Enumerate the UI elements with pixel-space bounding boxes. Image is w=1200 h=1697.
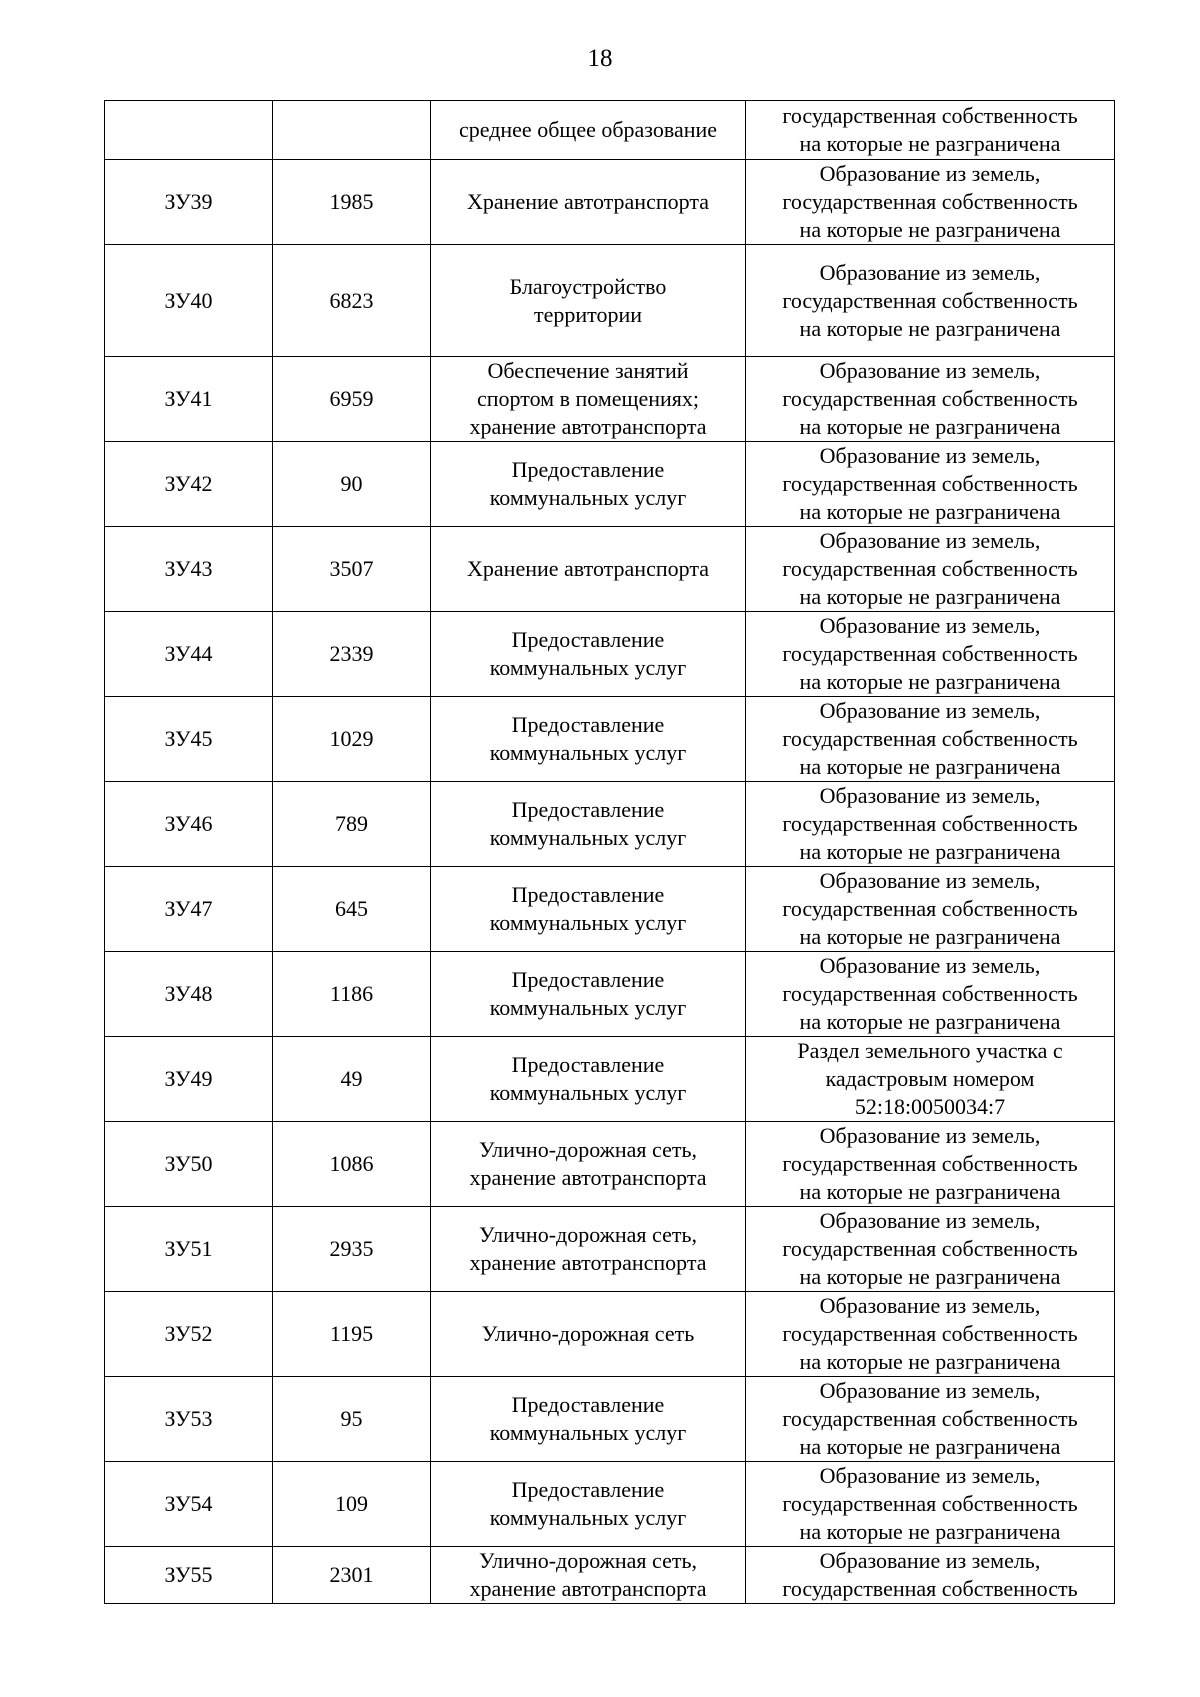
permitted-use-cell-line: среднее общее образование [458, 117, 718, 142]
plot-id-cell: ЗУ48 [105, 952, 273, 1037]
plot-id-cell: ЗУ42 [105, 442, 273, 527]
table-row [105, 1122, 1115, 1207]
formation-method-cell-line: государственная собственность [782, 1576, 1078, 1601]
formation-method-cell-line: Образование из земель, [819, 443, 1041, 468]
formation-method-cell-line: государственная собственность [782, 386, 1078, 411]
permitted-use-cell-line: Предоставление [511, 712, 665, 737]
formation-method-cell [746, 867, 1115, 952]
formation-method-cell-line: Образование из земель, [819, 1208, 1041, 1233]
formation-method-cell-line: государственная собственность [782, 811, 1078, 836]
permitted-use-cell [431, 245, 746, 357]
plot-id-cell: ЗУ54 [105, 1462, 273, 1547]
permitted-use-cell [431, 1377, 746, 1462]
permitted-use-cell-line: хранение автотранспорта [469, 1250, 707, 1275]
permitted-use-cell-line: хранение автотранспорта [469, 1165, 707, 1190]
formation-method-cell-line: на которые не разграничена [799, 584, 1061, 609]
formation-method-cell [746, 1037, 1115, 1122]
formation-method-cell-line: государственная собственность [782, 1151, 1078, 1176]
formation-method-cell-line: государственная собственность [782, 1406, 1078, 1431]
formation-method-cell [746, 527, 1115, 612]
table-row [105, 1292, 1115, 1377]
plot-area-cell: 3507 [273, 527, 431, 612]
formation-method-cell-line: на которые не разграничена [799, 1264, 1061, 1289]
formation-method-cell-line: 52:18:0050034:7 [854, 1094, 1006, 1119]
formation-method-cell-line: на которые не разграничена [799, 1009, 1061, 1034]
formation-method-cell [746, 245, 1115, 357]
formation-method-cell-line: государственная собственность [782, 471, 1078, 496]
plot-area-cell: 1086 [273, 1122, 431, 1207]
formation-method-cell-line: Образование из земель, [819, 1463, 1041, 1488]
plot-area-cell: 1195 [273, 1292, 431, 1377]
permitted-use-cell-line: коммунальных услуг [489, 485, 687, 510]
plot-area-cell: 789 [273, 782, 431, 867]
plot-area-cell: 1985 [273, 160, 431, 245]
permitted-use-cell [431, 1292, 746, 1377]
plot-id-cell: ЗУ45 [105, 697, 273, 782]
formation-method-cell-line: Образование из земель, [819, 868, 1041, 893]
formation-method-cell-line: на которые не разграничена [799, 1434, 1061, 1459]
permitted-use-cell-line: спортом в помещениях; [477, 386, 699, 411]
formation-method-cell-line: Образование из земель, [819, 358, 1041, 383]
plot-id-cell: ЗУ50 [105, 1122, 273, 1207]
table-body [105, 101, 1115, 1604]
plot-area-cell: 645 [273, 867, 431, 952]
permitted-use-cell [431, 612, 746, 697]
plot-id-cell: ЗУ41 [105, 357, 273, 442]
formation-method-cell-line: государственная собственность [782, 1236, 1078, 1261]
plot-area-cell: 6823 [273, 245, 431, 357]
permitted-use-cell-line: Хранение автотранспорта [467, 189, 709, 214]
permitted-use-cell [431, 1122, 746, 1207]
permitted-use-cell-line: Улично-дорожная сеть, [479, 1222, 697, 1247]
permitted-use-cell-line: коммунальных услуг [489, 825, 687, 850]
formation-method-cell [746, 1122, 1115, 1207]
formation-method-cell [746, 1462, 1115, 1547]
formation-method-cell [746, 101, 1115, 160]
formation-method-cell-line: на которые не разграничена [799, 315, 1061, 341]
permitted-use-cell [431, 527, 746, 612]
formation-method-cell [746, 160, 1115, 245]
plot-area-cell: 2339 [273, 612, 431, 697]
permitted-use-cell-line: Предоставление [511, 1052, 665, 1077]
table-row [105, 527, 1115, 612]
formation-method-cell-line: государственная собственность [782, 981, 1078, 1006]
plot-id-cell: ЗУ52 [105, 1292, 273, 1377]
formation-method-cell-line: на которые не разграничена [799, 1179, 1061, 1204]
formation-method-cell-line: на которые не разграничена [799, 414, 1061, 439]
formation-method-cell-line: государственная собственность [782, 896, 1078, 921]
page-number: 18 [587, 45, 613, 72]
permitted-use-cell-line: коммунальных услуг [489, 1420, 687, 1445]
formation-method-cell-line: кадастровым номером [825, 1066, 1035, 1091]
plot-area-cell: 95 [273, 1377, 431, 1462]
permitted-use-cell-line: хранение автотранспорта [469, 414, 707, 439]
permitted-use-cell [431, 867, 746, 952]
formation-method-cell-line: Образование из земель, [819, 161, 1041, 186]
permitted-use-cell [431, 442, 746, 527]
plot-area-cell: 1186 [273, 952, 431, 1037]
table-row [105, 697, 1115, 782]
table-row [105, 867, 1115, 952]
plot-area-cell: 2935 [273, 1207, 431, 1292]
formation-method-cell-line: государственная собственность [782, 556, 1078, 581]
permitted-use-cell-line: Благоустройство [509, 273, 667, 299]
permitted-use-cell-line: коммунальных услуг [489, 1505, 687, 1530]
permitted-use-cell-line: коммунальных услуг [489, 740, 687, 765]
plot-id-cell: ЗУ47 [105, 867, 273, 952]
table-row [105, 101, 1115, 160]
plot-id-cell: ЗУ43 [105, 527, 273, 612]
formation-method-cell-line: Образование из земель, [819, 1378, 1041, 1403]
table-row [105, 245, 1115, 357]
formation-method-cell-line: на которые не разграничена [799, 499, 1061, 524]
permitted-use-cell-line: Предоставление [511, 797, 665, 822]
formation-method-cell-line: на которые не разграничена [799, 839, 1061, 864]
permitted-use-cell-line: Предоставление [511, 967, 665, 992]
formation-method-cell [746, 782, 1115, 867]
plot-area-cell: 49 [273, 1037, 431, 1122]
formation-method-cell [746, 697, 1115, 782]
formation-method-cell-line: государственная собственность [782, 103, 1078, 128]
plot-id-cell [105, 101, 273, 160]
permitted-use-cell-line: Улично-дорожная сеть [481, 1321, 695, 1346]
permitted-use-cell [431, 101, 746, 160]
formation-method-cell-line: Образование из земель, [819, 528, 1041, 553]
permitted-use-cell-line: Предоставление [511, 882, 665, 907]
formation-method-cell-line: Образование из земель, [819, 698, 1041, 723]
table-row [105, 442, 1115, 527]
permitted-use-cell-line: Предоставление [511, 1392, 665, 1417]
plot-id-cell: ЗУ39 [105, 160, 273, 245]
table-row [105, 612, 1115, 697]
formation-method-cell [746, 1292, 1115, 1377]
formation-method-cell [746, 952, 1115, 1037]
formation-method-cell-line: на которые не разграничена [799, 1519, 1061, 1544]
plot-area-cell: 2301 [273, 1547, 431, 1604]
table-row [105, 782, 1115, 867]
formation-method-cell [746, 357, 1115, 442]
permitted-use-cell [431, 160, 746, 245]
formation-method-cell-line: на которые не разграничена [799, 924, 1061, 949]
permitted-use-cell-line: хранение автотранспорта [469, 1576, 707, 1601]
permitted-use-cell-line: Улично-дорожная сеть, [479, 1548, 697, 1573]
formation-method-cell-line: государственная собственность [782, 287, 1078, 313]
formation-method-cell-line: Образование из земель, [819, 1548, 1041, 1573]
permitted-use-cell-line: Предоставление [511, 627, 665, 652]
table-row [105, 1037, 1115, 1122]
formation-method-cell-line: на которые не разграничена [799, 131, 1061, 156]
formation-method-cell [746, 442, 1115, 527]
formation-method-cell-line: государственная собственность [782, 641, 1078, 666]
plot-id-cell: ЗУ51 [105, 1207, 273, 1292]
table-row [105, 1377, 1115, 1462]
formation-method-cell-line: Образование из земель, [819, 1293, 1041, 1318]
permitted-use-cell [431, 1462, 746, 1547]
formation-method-cell-line: государственная собственность [782, 1321, 1078, 1346]
table-row [105, 1547, 1115, 1604]
permitted-use-cell [431, 357, 746, 442]
table-row [105, 952, 1115, 1037]
permitted-use-cell [431, 697, 746, 782]
table-row [105, 1207, 1115, 1292]
permitted-use-cell-line: коммунальных услуг [489, 910, 687, 935]
formation-method-cell-line: Раздел земельного участка с [797, 1038, 1063, 1063]
permitted-use-cell [431, 952, 746, 1037]
formation-method-cell [746, 1547, 1115, 1604]
plot-area-cell [273, 101, 431, 160]
table-row [105, 1462, 1115, 1547]
formation-method-cell-line: Образование из земель, [819, 953, 1041, 978]
plot-id-cell: ЗУ40 [105, 245, 273, 357]
permitted-use-cell [431, 1037, 746, 1122]
formation-method-cell-line: Образование из земель, [819, 613, 1041, 638]
formation-method-cell-line: государственная собственность [782, 189, 1078, 214]
land-plots-table [104, 100, 1115, 1604]
permitted-use-cell-line: коммунальных услуг [489, 1080, 687, 1105]
permitted-use-cell [431, 1207, 746, 1292]
plot-area-cell: 109 [273, 1462, 431, 1547]
plot-area-cell: 1029 [273, 697, 431, 782]
permitted-use-cell [431, 782, 746, 867]
table-row [105, 160, 1115, 245]
formation-method-cell-line: на которые не разграничена [799, 754, 1061, 779]
plot-area-cell: 90 [273, 442, 431, 527]
formation-method-cell [746, 1207, 1115, 1292]
formation-method-cell-line: на которые не разграничена [799, 669, 1061, 694]
plot-id-cell: ЗУ53 [105, 1377, 273, 1462]
formation-method-cell-line: на которые не разграничена [799, 217, 1061, 242]
permitted-use-cell-line: Хранение автотранспорта [467, 556, 709, 581]
plot-id-cell: ЗУ46 [105, 782, 273, 867]
permitted-use-cell-line: территории [533, 301, 643, 327]
permitted-use-cell-line: коммунальных услуг [489, 995, 687, 1020]
formation-method-cell-line: Образование из земель, [819, 783, 1041, 808]
plot-id-cell: ЗУ55 [105, 1547, 273, 1604]
formation-method-cell-line: государственная собственность [782, 1491, 1078, 1516]
formation-method-cell-line: государственная собственность [782, 726, 1078, 751]
permitted-use-cell-line: Предоставление [511, 457, 665, 482]
formation-method-cell-line: Образование из земель, [819, 1123, 1041, 1148]
formation-method-cell [746, 612, 1115, 697]
formation-method-cell-line: на которые не разграничена [799, 1349, 1061, 1374]
permitted-use-cell [431, 1547, 746, 1604]
plot-id-cell: ЗУ44 [105, 612, 273, 697]
permitted-use-cell-line: Обеспечение занятий [487, 358, 689, 383]
permitted-use-cell-line: Предоставление [511, 1477, 665, 1502]
permitted-use-cell-line: Улично-дорожная сеть, [479, 1137, 697, 1162]
permitted-use-cell-line: коммунальных услуг [489, 655, 687, 680]
plot-id-cell: ЗУ49 [105, 1037, 273, 1122]
formation-method-cell-line: Образование из земель, [819, 259, 1041, 285]
table-row [105, 357, 1115, 442]
plot-area-cell: 6959 [273, 357, 431, 442]
formation-method-cell [746, 1377, 1115, 1462]
